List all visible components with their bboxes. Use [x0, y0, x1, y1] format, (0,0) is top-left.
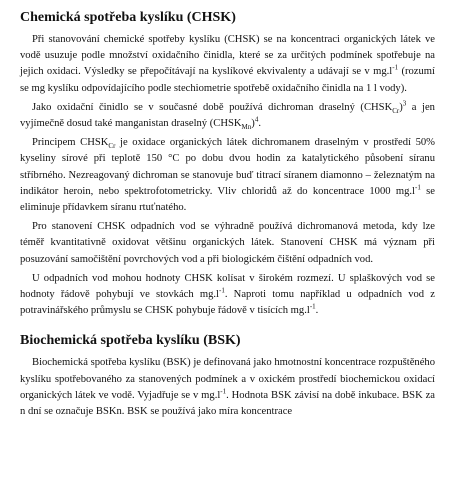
section-heading-bsk: Biochemická spotřeba kyslíku (BSK) — [20, 333, 241, 349]
section-heading-chsk: Chemická spotřeba kyslíku (CHSK) — [20, 10, 236, 25]
paragraph-chsk-definition: Při stanovování chemické spotřeby kyslíku (CHSK) se na koncentraci organických látek ve vodě usuzuje podle množství oxidačního činidla, které se za určitých podmínek spotřebuje na jejich oxidaci. Výsledky se přepočítávají na kyslíkové ekvivalenty a udávají se v $mg.l^{-1}$ (rozumí se mg kyslíku odpovídajícího podle stechiometrie spotřebě oxidačního činidla na 1 l vody). — [20, 34, 435, 94]
paragraph-wastewater-method: Pro stanovení CHSK odpadních vod se výhradně používá dichromanová metoda, kdy lze téměř kvantitativně oxidovat většinu organických látek. Stanovení CHSK má význam při posuzování samočištění povrchových vod a při biologickém čištění odpadních vod. — [20, 221, 435, 265]
paragraph-chsk-values: U odpadních vod mohou hodnoty CHSK kolísat v širokém rozmezí. U splaškových vod se hodnoty řádově pohybují ve stovkách $mg.l^{-1}$. Naproti tomu například u odpadních vod z potravinářského průmyslu se CHSK pohybuje řádově v tisících $mg.l^{-1}$. — [20, 272, 435, 317]
paragraph-bsk-definition: Biochemická spotřeba kyslíku (BSK) je definovaná jako hmotnostní koncentrace rozpuštěného kyslíku spotřebovaného za stanovených podmínek a v oxickém prostředí biochemickou oxidací organických látek ve vodě. Vyjadřuje se v $mg.l^{-1}$. Hodnota BSK závisí na době inkubace. BSK za n dní se označuje BSKn. BSK se používá jako míra koncentrace — [20, 357, 435, 418]
paragraph-chsk-principle: Principem $CHSK_{Cr}$ je oxidace organických látek dichromanem draselným v prostředí 50% kyseliny sírové při teplotě 150 °C po dobu dvou hodin za katalytického působení síranu stříbrného. Nezreagovaný dichroman se stanovuje buď titrací síranem diamonno – železnatým na indikátor heroin, nebo spektrofotometricky. Vliv chloridů až do koncentrace 1000 $mg.l^{-1}$ se eliminuje přídavkem síranu rtuťnatého. — [20, 137, 436, 214]
paragraph-oxidizing-agent: Jako oxidační činidlo se v současné době používá dichroman draselný $(CHSK_{Cr})^3$ a jen vyjímečně dosud také manganistan draselný $(CHSK_{Mn})^4$. — [20, 99, 435, 132]
